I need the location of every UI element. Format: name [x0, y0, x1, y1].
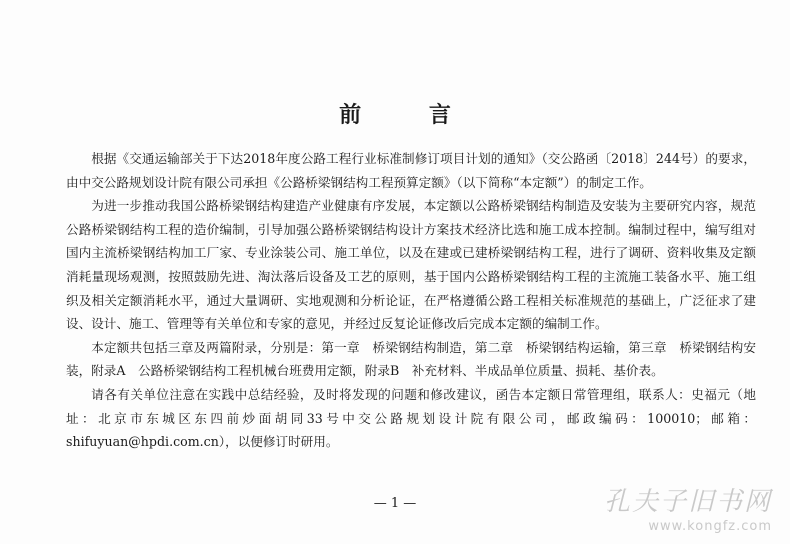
watermark [604, 487, 772, 534]
paragraph-4: 请各有关单位注意在实践中总结经验，及时将发现的问题和修改建议，函告本定额日常管理组，联系人：史福元（地址：北京市东城区东四前炒面胡同33号中交公路规划设计院有限公司，邮政编码：100010；邮箱：shifuyuan@hpdi.com.cn），以便修订时研用。 [66, 386, 756, 450]
paragraph-2: 为进一步推动我国公路桥梁钢结构建造产业健康有序发展，本定额以公路桥梁钢结构制造及安装为主要研究内容，规范公路桥梁钢结构工程的造价编制，引导加强公路桥梁钢结构设计方案技术经济比选和施工成本控制。编制过程中，编写组对国内主流桥梁钢结构加工厂家、专业涂装公司、施工单位，以及在建或已建桥梁钢结构工程，进行了调研、资料收集及定额消耗量现场观测，按照鼓励先进、淘汰落后设备及工艺的原则，基于国内公路桥梁钢结构工程的主流施工装备水平、施工组织及相关定额消耗水平，通过大量调研、实地观测和分析论证，在严格遵循公路工程相关标准规范的基础上，广泛征求了建设、设计、施工、管理等有关单位和专家的意见，并经过反复论证修改后完成本定额的编制工作。 [66, 198, 756, 332]
watermark-text: 孔夫子旧书网 [603, 487, 772, 517]
paragraph-1: 根据《交通运输部关于下达2018年度公路工程行业标准制修订项目计划的通知》（交公路函〔2018〕244号）的要求，由中交公路规划设计院有限公司承担《公路桥梁钢结构工程预算定额》（以下简称“本定额”）的制定工作。 [66, 151, 756, 190]
watermark-url: www.kongfz.com [648, 519, 772, 534]
page-number: — 1 — [373, 496, 417, 511]
preface-body [66, 147, 756, 454]
paragraph-3: 本定额共包括三章及两篇附录，分别是：第一章 桥梁钢结构制造，第二章 桥梁钢结构运输，第三章 桥梁钢结构安装，附录A 公路桥梁钢结构工程机械台班费用定额，附录B 补充材料、半成品单位质量、损耗、基价表。 [66, 339, 756, 379]
page-title: 前 言 [339, 103, 481, 128]
